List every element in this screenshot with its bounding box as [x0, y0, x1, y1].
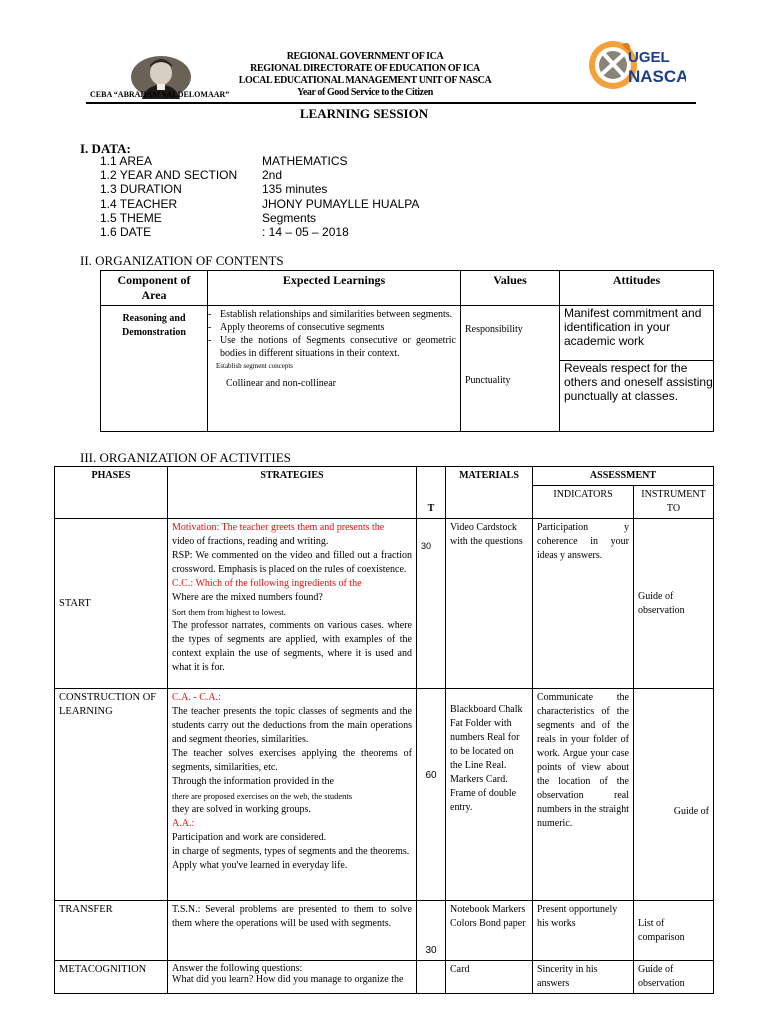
header-line-4: Year of Good Service to the Citizen [297, 87, 433, 98]
instrument-transfer: List of comparison [634, 901, 714, 961]
contents-table [100, 270, 714, 432]
learning-item: - Establish relationships and similarities between segments. [212, 308, 456, 321]
instrument-metacognition: Guide of observation [634, 961, 714, 994]
col-values: Values [461, 271, 560, 306]
attitude-cell: Manifest commitment and identification in your academic work [560, 306, 714, 361]
time-construction: 60 [417, 689, 446, 901]
svg-text:UGEL: UGEL [628, 49, 670, 66]
indicator-construction: Communicate the characteristics of the segments and of the reals in your folder of work. Argue your case points of view about the location of the observation real numbers in the straight numeric. [533, 689, 634, 901]
indicator-start: Participation y coherence in your ideas y answers. [533, 519, 634, 689]
component-cell: Reasoning and Demonstration [101, 306, 208, 432]
page-title: LEARNING SESSION [299, 106, 429, 121]
activities-table [54, 466, 714, 994]
time-transfer: 30 [417, 901, 446, 961]
indicator-metacognition: Sincerity in his answers [533, 961, 634, 994]
learnings-cell [208, 306, 461, 432]
ugel-nasca-logo [586, 38, 686, 92]
phase-metacognition: METACOGNITION [55, 961, 168, 994]
phase-construction: CONSTRUCTION OF LEARNING [55, 689, 168, 901]
instrument-start: Guide of observation [634, 519, 714, 689]
col-assessment: ASSESSMENT [533, 467, 714, 486]
phase-start: START [55, 519, 168, 689]
materials-start: Video Cardstock with the questions [446, 519, 533, 689]
activities-heading: III. ORGANIZATION OF ACTIVITIES [80, 450, 291, 465]
value-item: Punctuality [465, 375, 511, 386]
learning-item: - Use the notions of Segments consecutive or geometric bodies in different situations in their context. [212, 334, 456, 360]
col-phases: PHASES [55, 467, 168, 519]
strategy-metacognition: Answer the following questions: What did you learn? How did you manage to organize the [168, 961, 417, 994]
col-attitudes: Attitudes [560, 271, 714, 306]
strategy-construction: C.A. - C.A.: The teacher presents the topic classes of segments and the students carry out the deductions from the main operations and segment theories, similarities. The teacher solves exercises applying the theorems of segments, similarities, etc. Through the information provided in the there are proposed exercises on the web, the students they are solved in working groups. A.A.: Participation and work are considered. in charge of segments, types of segments and the theorems. Apply what you've learned in everyday life. [168, 689, 417, 901]
header-rule [86, 102, 696, 104]
svg-text:NASCA: NASCA [628, 67, 686, 86]
header-line-1: REGIONAL GOVERNMENT OF ICA [286, 51, 444, 62]
values-cell [461, 306, 560, 432]
col-instrument: INSTRUMENT TO [634, 486, 714, 519]
value-item: Responsibility [465, 324, 523, 335]
learning-note: Establish segment concepts [216, 362, 293, 370]
phase-transfer: TRANSFER [55, 901, 168, 961]
col-indicators: INDICATORS [533, 486, 634, 519]
header-line-2: REGIONAL DIRECTORATE OF EDUCATION OF ICA [250, 63, 480, 74]
school-name: CEBA “ABRAHAM VALDELOMAAR” [90, 90, 230, 99]
contents-heading: II. ORGANIZATION OF CONTENTS [80, 253, 284, 268]
strategy-transfer: T.S.N.: Several problems are presented to them to solve them where the operations will be used with segments. [168, 901, 417, 961]
col-strategies: STRATEGIES [168, 467, 417, 519]
instrument-construction: Guide of [634, 689, 714, 901]
col-learnings: Expected Learnings [208, 271, 461, 306]
materials-metacognition: Card [446, 961, 533, 994]
time-start: 30 [417, 519, 446, 689]
strategy-start: Motivation: The teacher greets them and presents the video of fractions, reading and writing. RSP: We commented on the video and filled out a fraction crossword. Emphasis is placed on the rules of coexistence. C.C.: Which of the following ingredients of the Where are the mixed numbers found? Sort them from highest to lowest. The professor narrates, comments on various cases. where the types of segments are applied, with examples of the context explain the use of segments, where it is used and what it is for. [168, 519, 417, 689]
indicator-transfer: Present opportunely his works [533, 901, 634, 961]
materials-transfer: Notebook Markers Colors Bond paper [446, 901, 533, 961]
col-component: Component of Area [101, 271, 208, 306]
time-metacognition [417, 961, 446, 994]
data-heading: I. DATA: [80, 141, 131, 156]
header-block [180, 51, 550, 99]
col-time: T [417, 467, 446, 519]
materials-construction: Blackboard Chalk Fat Folder with numbers Real for to be located on the Line Real. Markers Card. Frame of double entry. [446, 689, 533, 901]
attitude-cell: Reveals respect for the others and oneself assisting punctually at classes. [560, 361, 714, 432]
col-materials: MATERIALS [446, 467, 533, 519]
learning-item: - Apply theorems of consecutive segments [212, 321, 456, 334]
header-line-3: LOCAL EDUCATIONAL MANAGEMENT UNIT OF NASCA [238, 75, 492, 86]
learning-extra: Collinear and non-collinear [226, 378, 336, 389]
